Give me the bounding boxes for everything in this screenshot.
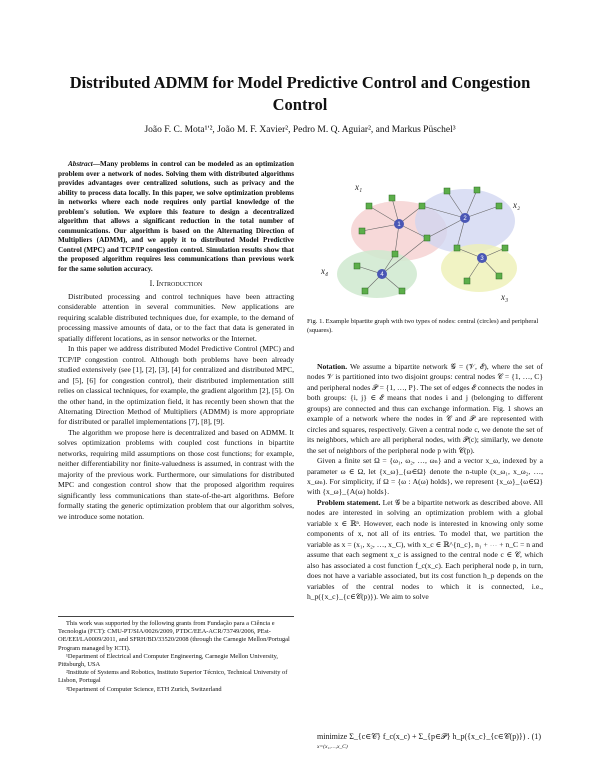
- footnote-affiliation-1: ¹Department of Electrical and Computer Engineering, Carnegie Mellon University, Pittsburgh, USA: [58, 652, 278, 669]
- abstract-text: —Many problems in control can be modeled as an optimization problem over a network of nodes. Solving them with distributed algorithms provides advantages over centralized solutions, such as privacy and the ability to process data locally. In this paper, we solve optimization problems in networks where each node requires only partial knowledge of the problem's solution. We explore this feature to design a decentralized algorithm that allows a significant reduction in the total number of communications. Our algorithm is based on the Alternating Direction of Multipliers (ADMM), and we apply it to distributed Model Predictive Control (MPC) and TCP/IP congestion control. Simulation results show that the proposed algorithm requires less communications than previous work for the same solution accuracy.: [58, 160, 294, 274]
- region-label-x1: x₁: [355, 182, 363, 192]
- abstract: [58, 160, 294, 275]
- footnote-affiliation-2: ²Institute of Systems and Robotics, Instituto Superior Técnico, Technical University of Lisbon, Portugal: [58, 669, 288, 685]
- footnote-funding: This work was supported by the following grants from Fundação para a Ciência e Tecnologia (FCT): CMU-PT/SIA/0026/2009, PTDC/EEA-ACR/73749/2006, PEst-OE/EEI/LA0009/2011, and SFRH/BD/33520/2008 (through the Carnegie Mellon/Portugal Program managed by ICTI).: [58, 620, 290, 652]
- node-label-4: 4: [380, 272, 384, 278]
- author-list: João F. C. Mota¹ʹ², João M. F. Xavier², Pedro M. Q. Aguiar², and Markus Püschel³: [144, 125, 456, 135]
- problem-paragraph: [307, 498, 543, 603]
- equation-subscript: x=(x₁,…,x_C): [317, 744, 348, 750]
- figure-caption: Fig. 1. Example bipartite graph with two types of nodes: central (circles) and peripheral (squares).: [307, 318, 539, 334]
- equation-1: [307, 730, 543, 756]
- node-label-3: 3: [480, 256, 484, 262]
- region-label-x2: x₂: [513, 200, 521, 210]
- intro-paragraph-3: The algorithm we propose here is decentralized and based on ADMM. It solves optimization problems with coupled cost functions in bipartite networks, requiring mild assumptions on those cost functions; for example, neither differentiability nor finite-valuedness is assumed, in contrast with the majority of the previous work. Furthermore, our simulations for distributed MPC and congestion control show that the proposed algorithm requires significantly less communications than state-of-the-art algorithms. Before formally stating the generic optimization problem that our algorithm solves, we introduce some notation.: [58, 427, 294, 521]
- problem-text: Let 𝒢 be a bipartite network as described above. All nodes are interested in solving an optimization problem with a global variable x ∈ ℝⁿ. However, each node is interested in knowing only some components of x, not all of its entries. To model that, we partition the variable as x = (x₁, x₂, …, x_C), with x_c ∈ ℝ^{n_c}, n₁ + ⋯ + n_C = n and assume that each segment x_c is assigned to the central node c ∈ 𝒞, which also has associated a cost function f_c(x_c). Each peripheral node p, in turn, does not have a variable associated, but its cost function h_p depends on the variables of the central nodes to which it is connected, i.e., h_p({x_c}_{c∈𝒞(p)}). We aim to solve: [307, 497, 543, 601]
- paper-title: Distributed ADMM for Model Predictive Control and Congestion Control: [69, 73, 531, 114]
- equation-body: minimize Σ_{c∈𝒞} f_c(x_c) + Σ_{p∈𝒫} h_p({x_c}_{c∈𝒞(p)}) .: [317, 732, 530, 741]
- abstract-label: Abstract: [68, 160, 93, 168]
- region-label-x4: x₄: [321, 266, 329, 276]
- intro-paragraph-2: In this paper we address distributed Model Predictive Control (MPC) and TCP/IP congestion control. Although both problems have been already studied extensively (see [1], [2], [3], [4] for centralized and distributed MPC, and [5], [6] for congestion control), their distributed implementation still relies on classical techniques, for example, the gradient algorithm [2], [5]. On the other hand, in the optimization field, it has recently been shown that the Alternating Direction Method of Multipliers (ADMM) is more appropriate for distributed or parallel implementations [7], [8], [9].: [58, 344, 294, 427]
- section-heading-introduction: I. Introduction: [149, 278, 203, 288]
- node-label-1: 1: [397, 222, 401, 228]
- region-label-x3: x₃: [501, 292, 509, 302]
- notation-paragraph-2: Given a finite set Ω = {ω₁, ω₂, …, ωₙ} and a vector x_ω, indexed by a parameter ω ∈ Ω, let {x_ω}_{ω∈Ω} denote the n-tuple (x_ω₁, x_ω₂, …, x_ωₙ). For simplicity, if Ω = {ω : A(ω) holds}, we represent {x_ω}_{ω∈Ω} with {x_ω}_{A(ω) holds}.: [307, 456, 543, 497]
- bipartite-graph-figure: [307, 176, 543, 316]
- notation-label: Notation.: [317, 362, 348, 371]
- right-column: [307, 362, 543, 602]
- node-label-2: 2: [463, 216, 467, 222]
- notation-text: We assume a bipartite network 𝒢 = (𝒱, ℰ), where the set of nodes 𝒱 is partitioned into two disjoint groups: central nodes 𝒞 = {1, …, C} and peripheral nodes 𝒫 = {1, …, P}. The set of edges ℰ connects the nodes in both groups: {i, j} ∈ ℰ means that nodes i and j (belonging to different groups) are connected and thus can exchange information. Fig. 1 shows an example of a network where the nodes in 𝒞 and 𝒫 are represented with circles and squares, respectively. Given a central node c, we denote the set of its neighbors, which are all peripheral nodes, with 𝒫(c); similarly, we denote the set of neighbors of the peripheral node p with 𝒞(p).: [307, 362, 543, 455]
- problem-label: Problem statement.: [317, 497, 381, 507]
- intro-paragraph-1: Distributed processing and control techniques have been attracting considerable attention in several communities. New applications are requiring scalable distributed techniques due, for example, to the demand of processing massive amounts of data, or to the fact that data is generated in spatially different locations, as in sensor networks or the Internet.: [58, 292, 294, 343]
- footnote-affiliation-3: ³Department of Computer Science, ETH Zurich, Switzerland: [66, 685, 222, 693]
- notation-paragraph: [307, 362, 543, 456]
- equation-number: (1): [531, 732, 541, 741]
- footnotes: [58, 616, 294, 694]
- left-column: [58, 160, 294, 522]
